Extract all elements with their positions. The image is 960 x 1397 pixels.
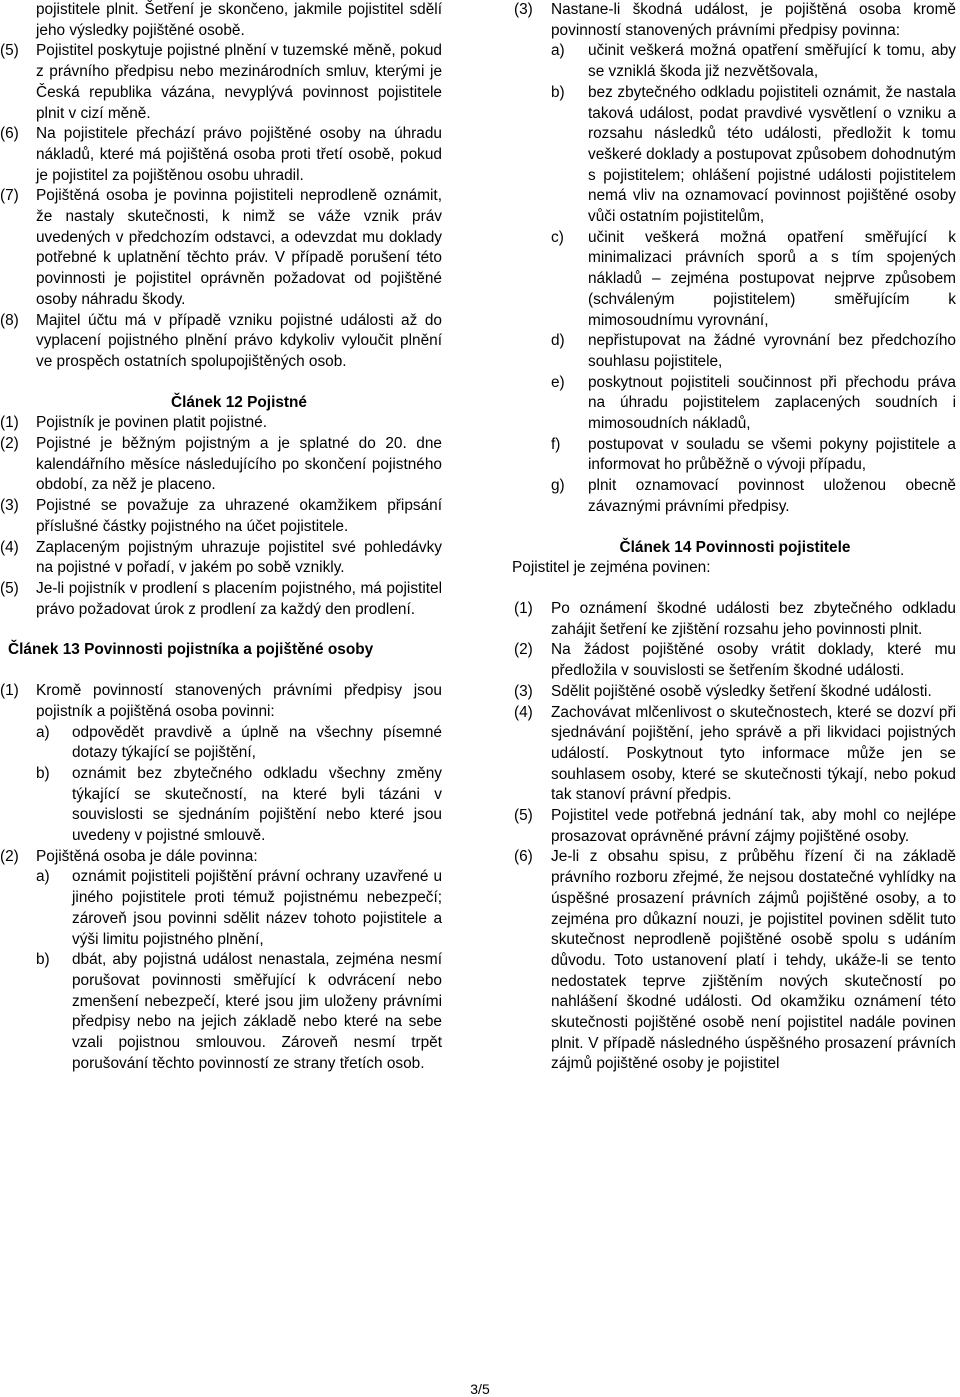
article-14-para-3 bbox=[514, 682, 956, 703]
article-14-para-4 bbox=[514, 703, 956, 807]
article-12-para-5 bbox=[0, 579, 442, 620]
para-text: Je-li pojistník v prodlení s placením pojistného, má pojistitel právo požadovat úrok z prodlení za každý den prodlení. bbox=[36, 579, 442, 618]
para-number: (2) bbox=[0, 847, 19, 865]
para-number: (3) bbox=[0, 497, 19, 515]
para-number: (5) bbox=[514, 807, 533, 825]
para-text: Pojistitel vede potřebná jednání tak, aby mohl co nejlépe prosazovat oprávněné právní zájmy pojištěné osoby. bbox=[551, 807, 956, 845]
right-column bbox=[514, 0, 956, 1075]
article-14-para-2 bbox=[514, 640, 956, 681]
item-text: poskytnout pojistiteli součinnost při přechodu práva na úhradu pojistitelem zaplacených soudních i mimosoudních nákladů, bbox=[588, 373, 956, 433]
para-number: (1) bbox=[0, 414, 19, 432]
para-number: (1) bbox=[514, 599, 533, 617]
article-14-intro: Pojistitel je zejména povinen: bbox=[512, 559, 711, 577]
article-13-para-2-item-a bbox=[36, 867, 442, 950]
para-text: Kromě povinností stanovených právními předpisy jsou pojistník a pojištěná osoba povinni: bbox=[36, 682, 442, 720]
article-12-para-2 bbox=[0, 434, 442, 496]
article-13-para-1 bbox=[0, 681, 442, 722]
para-number: (3) bbox=[514, 682, 533, 700]
article-13-para-3-item-a bbox=[551, 41, 956, 82]
para-number: (3) bbox=[514, 1, 533, 18]
para-text: Pojištěná osoba je dále povinna: bbox=[36, 847, 258, 865]
para-number: (1) bbox=[0, 682, 19, 700]
para-text: Po oznámení škodné události bez zbytečného odkladu zahájit šetření ke zjištění rozsahu jeho povinnosti plnit. bbox=[551, 599, 956, 638]
para-text: Pojistné je běžným pojistným a je splatné do 20. dne kalendářního měsíce následujícího po skončení pojistného období, za něž je placeno. bbox=[36, 435, 442, 494]
article-14-para-1 bbox=[514, 599, 956, 640]
article-13-para-3-item-d bbox=[551, 331, 956, 372]
item-letter: b) bbox=[36, 764, 50, 782]
page-number: 3/5 bbox=[470, 1381, 490, 1397]
item-letter: b) bbox=[551, 83, 565, 101]
item-text: postupovat v souladu se všemi pokyny pojistitele a informovat ho průběžně o vývoji případu, bbox=[588, 435, 956, 474]
article-12-heading: Článek 12 Pojistné bbox=[170, 393, 307, 411]
item-text: bez zbytečného odkladu pojistiteli oznámit, že nastala taková událost, podat pravdivé vysvětlení o vzniku a rozsahu následků této události, předložit k tomu veškeré doklady a postupovat způsobem dohodnutým s pojistitelem; ohlášení pojistné události pojistitelem nemá vliv na oznamovací povinnost pojištěné osoby vůči ostatním pojistitelům, bbox=[588, 83, 956, 226]
item-letter: d) bbox=[551, 332, 565, 350]
item-letter: a) bbox=[36, 868, 50, 886]
continued-paragraph: pojistitele plnit. Šetření je skončeno, jakmile pojistitel sdělí jeho výsledky pojištěné osobě. bbox=[36, 1, 442, 39]
article-13-para-2-item-b bbox=[36, 950, 442, 1074]
para-number: (4) bbox=[514, 703, 533, 721]
para-number: (7) bbox=[0, 187, 19, 205]
article-12-para-1 bbox=[0, 413, 442, 434]
para-text: Sdělit pojištěné osobě výsledky šetření škodné události. bbox=[551, 682, 932, 700]
article-13-para-3 bbox=[514, 0, 956, 41]
item-text: nepřistupovat na žádné vyrovnání bez předchozího souhlasu pojistitele, bbox=[588, 332, 956, 370]
para-text: Pojistitel poskytuje pojistné plnění v tuzemské měně, pokud z právního předpisu nebo mezinárodních smluv, kterými je Česká republika vázána, nevyplývá povinnost pojistitele plnit v cizí měně. bbox=[36, 42, 442, 122]
para-number: (5) bbox=[0, 42, 19, 60]
article-13-para-3-item-b bbox=[551, 83, 956, 228]
article-13-heading: Článek 13 Povinnosti pojistníka a pojištěné osoby bbox=[8, 641, 374, 659]
para-text: Majitel účtu má v případě vzniku pojistné události až do vyplacení pojistného plnění právo kdykoliv vyloučit plnění ve prospěch ostatních spolupojištěných osob. bbox=[36, 311, 442, 370]
para-text: Na pojistitele přechází právo pojištěné osoby na úhradu nákladů, které má pojištěná osoba proti třetí osobě, pokud je pojistitel za pojištěnou osobu uhradil. bbox=[36, 125, 442, 184]
article-14-heading: Článek 14 Povinnosti pojistitele bbox=[619, 538, 851, 556]
item-text: učinit veškerá možná opatření směřující k minimalizaci právních sporů a s tím spojených nákladů – zejména postupovat nejprve způsobem (schváleným pojistitelem) směřujícím k mimosoudnímu vyrovnání, bbox=[588, 228, 956, 329]
item-text: učinit veškerá možná opatření směřující k tomu, aby se vzniklá škoda již nezvětšovala, bbox=[588, 42, 956, 81]
article-13-para-2 bbox=[0, 847, 442, 868]
article-13-para-3-item-g bbox=[551, 476, 956, 517]
item-letter: a) bbox=[36, 723, 50, 741]
para-text: Na žádost pojištěné osoby vrátit doklady, které mu předložila v souvislosti se šetřením škodné události. bbox=[551, 641, 956, 680]
article-12-para-4 bbox=[0, 538, 442, 579]
item-letter: e) bbox=[551, 373, 565, 391]
para-text: Pojistné se považuje za uhrazené okamžikem připsání příslušné částky pojistného na účet pojistitele. bbox=[36, 497, 442, 535]
left-column bbox=[0, 0, 442, 1074]
article-11-para-5 bbox=[0, 41, 442, 124]
article-13-para-3-items bbox=[514, 41, 956, 517]
article-13-para-1-item-b bbox=[36, 764, 442, 847]
para-number: (2) bbox=[0, 435, 19, 453]
item-text: odpovědět pravdivě a úplně na všechny písemné dotazy týkající se pojištění, bbox=[72, 723, 442, 762]
article-13-para-1-item-a bbox=[36, 723, 442, 764]
item-text: oznámit bez zbytečného odkladu všechny změny týkající se skutečností, na které byli tázáni v souvislosti se sjednáním pojištění nebo které jsou uvedeny v pojistné smlouvě. bbox=[72, 764, 442, 845]
article-14-para-5 bbox=[514, 806, 956, 847]
para-number: (6) bbox=[0, 125, 19, 143]
item-letter: a) bbox=[551, 42, 565, 60]
para-text: Zachovávat mlčenlivost o skutečnostech, které se dozví při sjednávání pojištění, jeho správě a při likvidaci pojistných událostí. Poskytnout tyto informace může jen se souhlasem osoby, které se skutečnosti týkají, nebo pokud tak stanoví právní předpis. bbox=[551, 703, 956, 804]
para-number: (4) bbox=[0, 538, 19, 556]
para-text: Nastane-li škodná událost, je pojištěná osoba kromě povinností stanovených právními předpisy povinna: bbox=[551, 1, 956, 39]
para-text: Zaplaceným pojistným uhrazuje pojistitel své pohledávky na pojistné v pořadí, v jakém po sobě vznikly. bbox=[36, 538, 442, 577]
item-letter: c) bbox=[551, 228, 564, 246]
item-text: plnit oznamovací povinnost uloženou obecně závaznými právními předpisy. bbox=[588, 477, 956, 515]
item-text: oznámit pojistiteli pojištění právní ochrany uzavřené u jiného pojistitele proti témuž pojistnému nebezpečí; zároveň jsou povinni sdělit název tohoto pojistitele a výši limitu pojistného plnění, bbox=[72, 868, 442, 948]
article-13-para-3-item-e bbox=[551, 373, 956, 435]
article-13-para-3-item-c bbox=[551, 228, 956, 332]
item-letter: f) bbox=[551, 435, 561, 453]
article-13-para-3-item-f bbox=[551, 435, 956, 476]
item-letter: g) bbox=[551, 477, 565, 495]
para-text: Pojistník je povinen platit pojistné. bbox=[36, 414, 267, 432]
article-12-para-3 bbox=[0, 496, 442, 537]
para-text: Je-li z obsahu spisu, z průběhu řízení či na základě právního rozboru zřejmé, že nejsou dostatečné vyhlídky na úspěšné prosazení právních zájmů pojištěné osoby, a to zejména pro důkazní nouzi, je pojistitel povinen sdělit tuto skutečnost neprodleně pojištěné osobě spolu s udáním důvodu. Toto ustanovení platí i tehdy, ukáže-li se tento nedostatek teprve zjištěním nových skutečností po nahlášení škodné události. Od okamžiku oznámení této skutečnosti pojištěné osobě není pojistitel nadále povinen plnit. V případě následného úspěšného prosazení právních zájmů pojištěné osoby je pojistitel bbox=[551, 848, 956, 1073]
article-11-para-6 bbox=[0, 124, 442, 186]
para-number: (8) bbox=[0, 311, 19, 329]
article-11-para-7 bbox=[0, 186, 442, 310]
para-number: (2) bbox=[514, 641, 533, 659]
para-number: (5) bbox=[0, 579, 19, 597]
item-text: dbát, aby pojistná událost nenastala, zejména nesmí porušovat povinnosti směřující k odvrácení nebo zmenšení nebezpečí, které jsou jim uloženy právními předpisy nebo na jejich základě nebo které na sebe vzali pojistnou smlouvou. Zároveň nesmí trpět porušování těchto povinností ze strany třetích osob. bbox=[72, 951, 442, 1072]
item-letter: b) bbox=[36, 951, 50, 969]
article-11-para-8 bbox=[0, 311, 442, 373]
para-number: (6) bbox=[514, 848, 533, 866]
article-14-para-6 bbox=[514, 847, 956, 1075]
para-text: Pojištěná osoba je povinna pojistiteli neprodleně oznámit, že nastaly skutečnosti, k nimž se váže vznik práv uvedených v předchozím odstavci, a odevzdat mu doklady potřebné k uplatnění těchto práv. V případě porušení této povinnosti je pojistitel oprávněn požadovat od pojištěné osoby náhradu škody. bbox=[36, 187, 442, 308]
